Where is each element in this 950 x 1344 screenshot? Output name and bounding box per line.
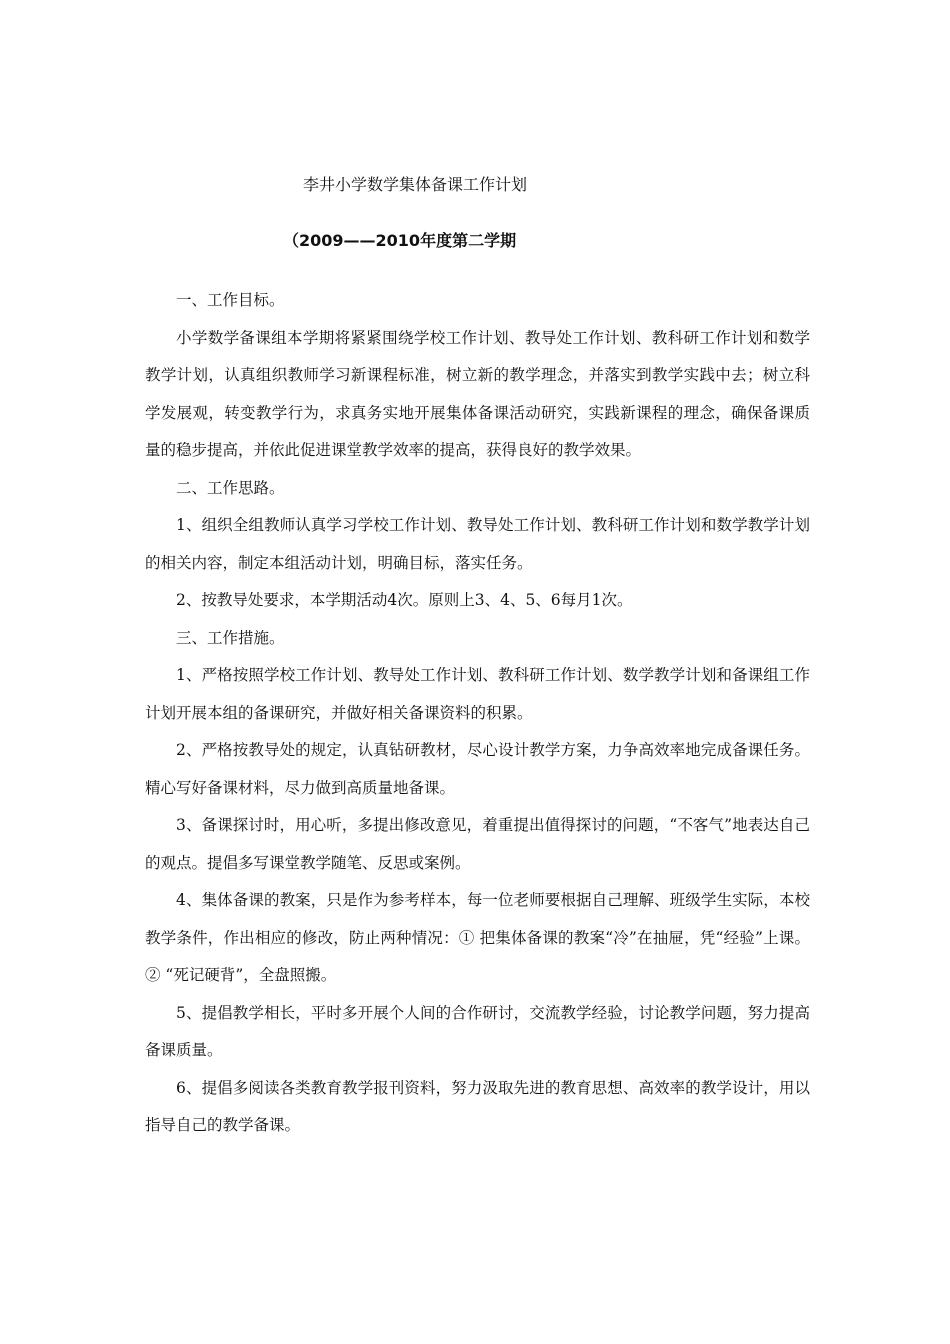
paragraph: 1、组织全组教师认真学习学校工作计划、教导处工作计划、教科研工作计划和数学教学计划的相关内容，制定本组活动计划，明确目标，落实任务。 [145,516,810,572]
paragraph: 1、严格按照学校工作计划、教导处工作计划、教科研工作计划、数学教学计划和备课组工作计划开展本组的备课研究，并做好相关备课资料的积累。 [145,666,810,722]
document-title: 李井小学数学集体备课工作计划 [303,175,528,194]
paragraph: 6、提倡多阅读各类教育教学报刊资料，努力汲取先进的教育思想、高效率的教学设计，用以指导自己的教学备课。 [145,1078,810,1134]
paragraph: 2、严格按教导处的规定，认真钻研教材，尽心设计教学方案，力争高效率地完成备课任务。精心写好备课材料，尽力做到高质量地备课。 [145,741,810,797]
paragraph: 小学数学备课组本学期将紧紧围绕学校工作计划、教导处工作计划、教科研工作计划和数学教学计划，认真组织教师学习新课程标准，树立新的教学理念，并落实到教学实践中去；树立科学发展观，转变教学行为，求真务实地开展集体备课活动研究，实践新课程的理念，确保备课质量的稳步提高，并依此促进课堂教学效率的提高，获得良好的教学效果。 [145,328,810,459]
section-heading-approach: 二、工作思路。 [176,478,285,497]
paragraph: 5、提倡教学相长，平时多开展个人间的合作研讨，交流教学经验，讨论教学问题，努力提高备课质量。 [145,1003,810,1059]
document-subtitle: （2009——2010年度第二学期 [283,231,517,250]
section-heading-goals: 一、工作目标。 [176,291,285,309]
section-heading-measures: 三、工作措施。 [176,628,285,647]
paragraph: 2、按教导处要求，本学期活动4次。原则上3、4、5、6每月1次。 [176,591,633,609]
paragraph: 3、备课探讨时，用心听，多提出修改意见，着重提出值得探讨的问题，“不客气”地表达自己的观点。提倡多写课堂教学随笔、反思或案例。 [145,816,810,872]
paragraph: 4、集体备课的教案，只是作为参考样本，每一位老师要根据自己理解、班级学生实际，本校教学条件，作出相应的修改，防止两种情况：① 把集体备课的教案“冷”在抽屉，凭“经验”上课。② “死记硬背”，全盘照搬。 [145,891,810,984]
document-body [145,282,810,1145]
